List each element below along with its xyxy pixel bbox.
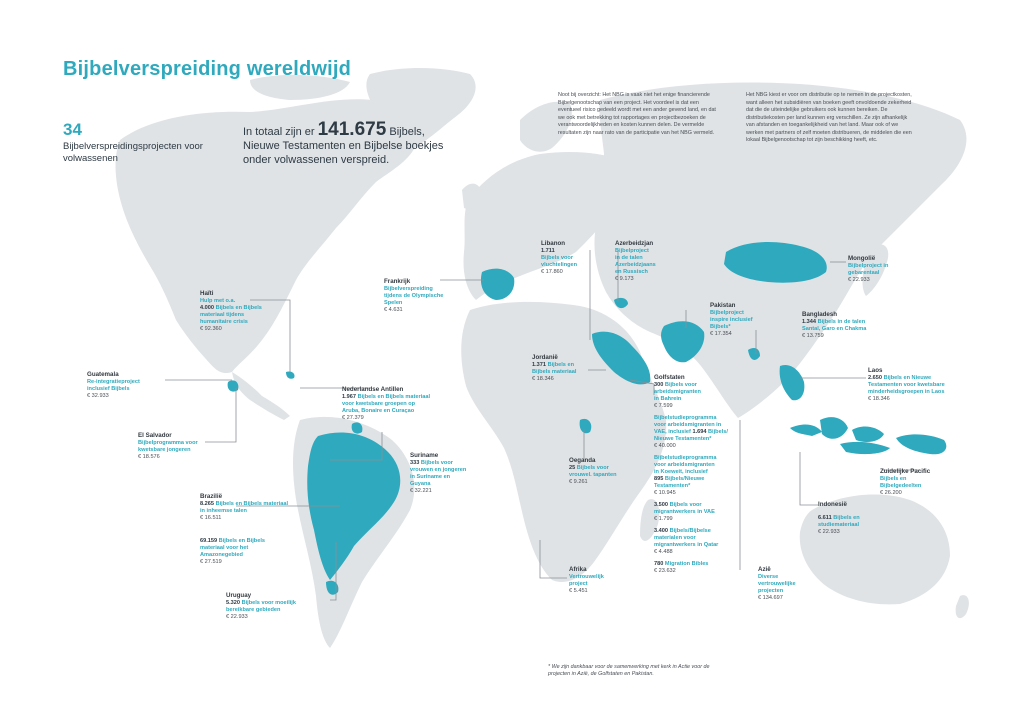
callout-uruguay xyxy=(226,592,336,621)
callout-number: 780 xyxy=(654,561,664,567)
callout-number: 333 xyxy=(410,460,420,466)
callout-text: Bijbels voor xyxy=(664,382,697,388)
callout-line: bereikbare gebieden xyxy=(226,607,281,613)
callout-text: Bijbels voor moeilijk xyxy=(241,600,296,606)
callout-number: 895 xyxy=(654,476,664,482)
callout-text: Bijbels en Bijbels materiaal xyxy=(357,394,430,400)
footnote: * We zijn dankbaar voor de samenwerking met kerk in Actie voor de projecten in Azië, de Golfstaten en Pakistan. xyxy=(548,664,710,677)
callout-amount: € 27.519 xyxy=(200,559,222,565)
country-name: Oeganda xyxy=(569,457,596,464)
projects-count: 34 xyxy=(63,120,82,139)
callout-line: in Suriname en xyxy=(410,474,451,480)
callout-amount: € 17.354 xyxy=(710,331,732,337)
country-name: Golfstaten xyxy=(654,374,685,381)
callout-number: 2.650 xyxy=(868,375,882,381)
callout-line: en Russisch xyxy=(615,269,648,275)
callout-number: 69.159 xyxy=(200,538,218,544)
callout-amount: € 134.697 xyxy=(758,595,783,601)
callout-line: Amazonegebied xyxy=(200,552,243,558)
callout-text: Bijbels en Nieuwe xyxy=(883,375,932,381)
callout-line xyxy=(226,600,336,607)
callout-text: Bijbels/ xyxy=(708,429,728,435)
callout-line xyxy=(200,538,300,545)
callout-amount: € 27.379 xyxy=(342,415,364,421)
callout-brazilie-amazon xyxy=(200,538,300,566)
callout-text: Bijbels voor xyxy=(669,502,702,508)
landmass-africa xyxy=(461,302,666,582)
callout-line: minderheidsgroepen in Laos xyxy=(868,389,945,395)
callout-line xyxy=(654,476,754,483)
callout-text: Bijbels en Bijbels xyxy=(218,538,265,544)
callout-zuidpacific xyxy=(880,468,960,497)
callout-line: gebarentaal xyxy=(848,270,880,276)
callout-amount: € 32.221 xyxy=(410,488,432,494)
callout-line: Nieuwe Testamenten* xyxy=(654,436,712,442)
callout-amount: € 23.632 xyxy=(654,568,676,574)
callout-amount: € 10.945 xyxy=(654,490,676,496)
callout-text: Bijbels in de talen xyxy=(817,319,866,325)
callout-amount: € 1.799 xyxy=(654,516,673,522)
callout-text: Bijbels en xyxy=(547,362,574,368)
callout-text: Bijbels en Bijbels materiaal xyxy=(215,501,288,507)
total-summary xyxy=(243,119,503,167)
country-name: Mongolië xyxy=(848,255,876,262)
callout-text: Bijbels voor xyxy=(420,460,453,466)
callout-line xyxy=(200,501,310,508)
callout-line: vrouwen en jongeren xyxy=(410,467,467,473)
callout-amount: € 32.933 xyxy=(87,393,109,399)
country-name: Zuidelijke Pacific xyxy=(880,468,931,475)
callout-line: Testamenten* xyxy=(654,483,691,489)
callout-elsalvador xyxy=(138,432,228,461)
callout-line: in de talen xyxy=(615,255,643,261)
callout-line: Hulp met o.a. xyxy=(200,298,236,304)
callout-line xyxy=(654,429,754,436)
callout-guatemala xyxy=(87,371,177,400)
callout-line: kwetsbare jongeren xyxy=(138,447,191,453)
callout-amount: € 18.576 xyxy=(138,454,160,460)
callout-golfstaten xyxy=(654,374,754,575)
callout-line: Santal, Garo en Chakma xyxy=(802,326,867,332)
callout-line: Guyana xyxy=(410,481,431,487)
callout-line: projecten xyxy=(758,588,784,594)
map-laos xyxy=(780,365,805,400)
callout-number: 1.967 xyxy=(342,394,356,400)
country-name: Suriname xyxy=(410,452,439,459)
callout-line: studiemateriaal xyxy=(818,522,860,528)
callout-number: 1.371 xyxy=(532,362,546,368)
callout-line: vluchtelingen xyxy=(541,262,578,268)
callout-line: arbeidsmigranten xyxy=(654,389,701,395)
callout-mongolie xyxy=(848,255,918,284)
callout-line: Bijbelproject in xyxy=(848,263,889,269)
callout-oeganda xyxy=(569,457,639,486)
callout-line xyxy=(410,460,490,467)
callout-number: 1.711 xyxy=(541,248,555,254)
callout-line: Testamenten voor kwetsbare xyxy=(868,382,945,388)
total-line3: onder volwassenen verspreid. xyxy=(243,154,390,166)
callout-line: vrouwel. tapanten xyxy=(569,472,617,478)
callout-amount: € 22.933 xyxy=(226,614,248,620)
callout-line xyxy=(654,561,754,568)
callout-number: 3.500 xyxy=(654,502,668,508)
callout-line: materiaal voor het xyxy=(200,545,249,551)
callout-number: 5.320 xyxy=(226,600,240,606)
callout-azerbeidzjan xyxy=(615,240,685,283)
callout-line: Spelen xyxy=(384,300,403,306)
callout-amount: € 92.360 xyxy=(200,326,222,332)
callout-line: Bijbelverspreiding xyxy=(384,286,433,292)
callout-amount: € 5.451 xyxy=(569,588,588,594)
callout-line: Re-integratieproject xyxy=(87,379,140,385)
callout-amount: € 4.631 xyxy=(384,307,403,313)
callout-line xyxy=(802,319,902,326)
callout-suriname xyxy=(410,452,490,495)
map-france xyxy=(481,269,514,300)
total-prefix: In totaal zijn er xyxy=(243,126,315,138)
callout-line xyxy=(569,465,639,472)
map-indonesia xyxy=(790,417,946,454)
callout-line: Bijbelproject xyxy=(615,248,649,254)
callout-line: Diverse xyxy=(758,574,779,580)
callout-amount: € 40.000 xyxy=(654,443,676,449)
callout-line: Vertrouwelijk xyxy=(569,574,604,580)
callout-amount: € 22.933 xyxy=(848,277,870,283)
callout-frankrijk xyxy=(384,278,464,314)
country-name: Bangladesh xyxy=(802,311,838,318)
callout-bangladesh xyxy=(802,311,902,340)
callout-number: 3.400 xyxy=(654,528,668,534)
total-line2: Nieuwe Testamenten en Bijbelse boekjes xyxy=(243,140,444,152)
callout-line: Bijbels voor xyxy=(541,255,574,261)
callout-line: Bijbels* xyxy=(710,324,731,330)
callout-line: humanitaire crisis xyxy=(200,319,248,325)
note-paragraph-left: Noot bij overzicht: Het NBG is vaak niet het enige financierende Bijbelgenootschap van een project. Het voordeel is dat een eventueel risico gedeeld wordt met een ander gevend land, en dat we ook met betrekking tot rapportages en projectbezoeken de verantwoordelijkheden en kosten kunnen delen. De vermelde resultaten zijn naar rato van de participatie van het NBG vermeld. xyxy=(558,92,716,136)
callout-indonesie xyxy=(818,501,888,536)
callout-line: materialen voor xyxy=(654,535,696,541)
callout-line: in inheemse talen xyxy=(200,508,247,514)
callout-haiti xyxy=(200,290,300,333)
country-name: Brazilië xyxy=(200,493,223,500)
callout-number: 1.694 xyxy=(692,429,707,435)
landmass-new-zealand xyxy=(956,595,969,618)
callout-amount: € 9.261 xyxy=(569,479,588,485)
callout-line: Bijbelproject xyxy=(710,310,744,316)
callout-line: voor arbeidsmigranten in xyxy=(654,422,722,428)
callout-number: 300 xyxy=(654,382,664,388)
country-name: Libanon xyxy=(541,240,566,247)
note-paragraph-right: Het NBG kiest er voor om distributie op te nemen in de projectkosten, want alleen het subsidiëren van boeken geeft onvoldoende zekerheid dat die de uiteindelijke gebruikers ook kunnen bereiken. De distributiekosten per land kunnen erg verschillen. Ze zijn afhankelijk van afstanden en toegankelijkheid van het land. Maar ook of we werken met partners of zelf moeten distribueren, de middelen die een lokaal Bijbelgenootschap tot zijn beschikking heeft, etc. xyxy=(746,92,912,143)
callout-antillen xyxy=(342,386,462,422)
callout-number: 1.344 xyxy=(802,319,816,325)
callout-line: Bijbelprogramma voor xyxy=(138,440,198,446)
country-name: Jordanië xyxy=(532,354,558,361)
country-name: Frankrijk xyxy=(384,278,411,285)
callout-line xyxy=(654,382,754,389)
country-name: Azië xyxy=(758,566,771,573)
callout-line: materiaal tijdens xyxy=(200,312,245,318)
total-suffix: Bijbels, xyxy=(389,126,425,138)
callout-line xyxy=(532,362,602,369)
callout-text: Bijbels/Nieuwe xyxy=(664,476,705,482)
callout-line: migrantwerkers in Qatar xyxy=(654,542,719,548)
callout-amount: € 22.933 xyxy=(818,529,840,535)
callout-text: Bijbels voor xyxy=(576,465,609,471)
callout-line: migrantwerkers in VAE xyxy=(654,509,715,515)
callout-amount: € 17.860 xyxy=(541,269,563,275)
callout-line: vertrouwelijke xyxy=(758,581,796,587)
callout-line: Aruba, Bonaire en Curaçao xyxy=(342,408,415,414)
callout-line: Azerbeidzjaans xyxy=(615,262,656,268)
callout-number: 8.265 xyxy=(200,501,214,507)
callout-line: Bijbelstudieprogramma xyxy=(654,455,717,461)
total-number: 141.675 xyxy=(317,119,387,140)
map-haiti xyxy=(286,371,295,378)
callout-amount: € 13.759 xyxy=(802,333,824,339)
callout-pakistan xyxy=(710,302,780,338)
callout-amount: € 9.173 xyxy=(615,276,634,282)
country-name: Azerbeidzjan xyxy=(615,240,654,247)
country-name: Guatemala xyxy=(87,371,119,378)
callout-line: voor arbeidsmigranten xyxy=(654,462,715,468)
callout-line: Bijbelstudieprogramma xyxy=(654,415,717,421)
callout-text: Bijbels en xyxy=(833,515,860,521)
callout-amount: € 18.346 xyxy=(532,376,554,382)
callout-line xyxy=(200,305,300,312)
callout-number: 6.611 xyxy=(818,515,832,521)
callout-line: inspire inclusief xyxy=(710,317,753,323)
callout-azie xyxy=(758,566,828,602)
callout-line: voor kwetsbare groepen op xyxy=(342,401,416,407)
country-name: Laos xyxy=(868,367,883,374)
line-indonesie xyxy=(800,452,818,505)
callout-amount: € 4.488 xyxy=(654,549,673,555)
callout-afrika xyxy=(569,566,629,595)
callout-amount: € 18.346 xyxy=(868,396,890,402)
callout-text: Bijbels en Bijbels xyxy=(215,305,262,311)
callout-line: project xyxy=(569,581,588,587)
callout-line: Bijbels en xyxy=(880,476,907,482)
callout-line: tijdens de Olympische xyxy=(384,293,444,299)
callout-line: in Bahrein xyxy=(654,396,682,402)
country-name: Pakistan xyxy=(710,302,736,309)
callout-text: Migration Bibles xyxy=(664,561,709,567)
callout-line xyxy=(818,515,888,522)
callout-number: 25 xyxy=(569,465,576,471)
callout-line xyxy=(654,528,754,535)
callout-line xyxy=(654,502,754,509)
country-name: Haïti xyxy=(200,290,214,297)
callout-line: in Koeweit, inclusief xyxy=(654,469,708,475)
country-name: Uruguay xyxy=(226,592,252,599)
callout-line xyxy=(342,394,462,401)
landmass-central-america xyxy=(232,372,290,420)
page-title: Bijbelverspreiding wereldwijd xyxy=(63,58,352,80)
callout-line: Bijbelgedeelten xyxy=(880,483,922,489)
callout-line: inclusief Bijbels xyxy=(87,386,130,392)
callout-laos xyxy=(868,367,978,403)
callout-number: 4.000 xyxy=(200,305,214,311)
callout-text: VAE, inclusief xyxy=(654,429,691,435)
callout-amount: € 16.511 xyxy=(200,515,222,521)
callout-text: Bijbels/Bijbelse xyxy=(669,528,711,534)
callout-line xyxy=(868,375,978,382)
country-name: Indonesië xyxy=(818,501,847,508)
callout-brazilie xyxy=(200,493,310,522)
country-name: Afrika xyxy=(569,566,587,573)
callout-amount: € 7.599 xyxy=(654,403,673,409)
country-name: Nederlandse Antillen xyxy=(342,386,404,393)
projects-label: Bijbelverspreidingsprojecten voor volwassenen xyxy=(63,141,203,164)
country-name: El Salvador xyxy=(138,432,172,439)
callout-libanon xyxy=(541,240,601,276)
callout-amount: € 26.200 xyxy=(880,490,902,496)
callout-jordanie xyxy=(532,354,602,383)
callout-line: Bijbels materiaal xyxy=(532,369,577,375)
